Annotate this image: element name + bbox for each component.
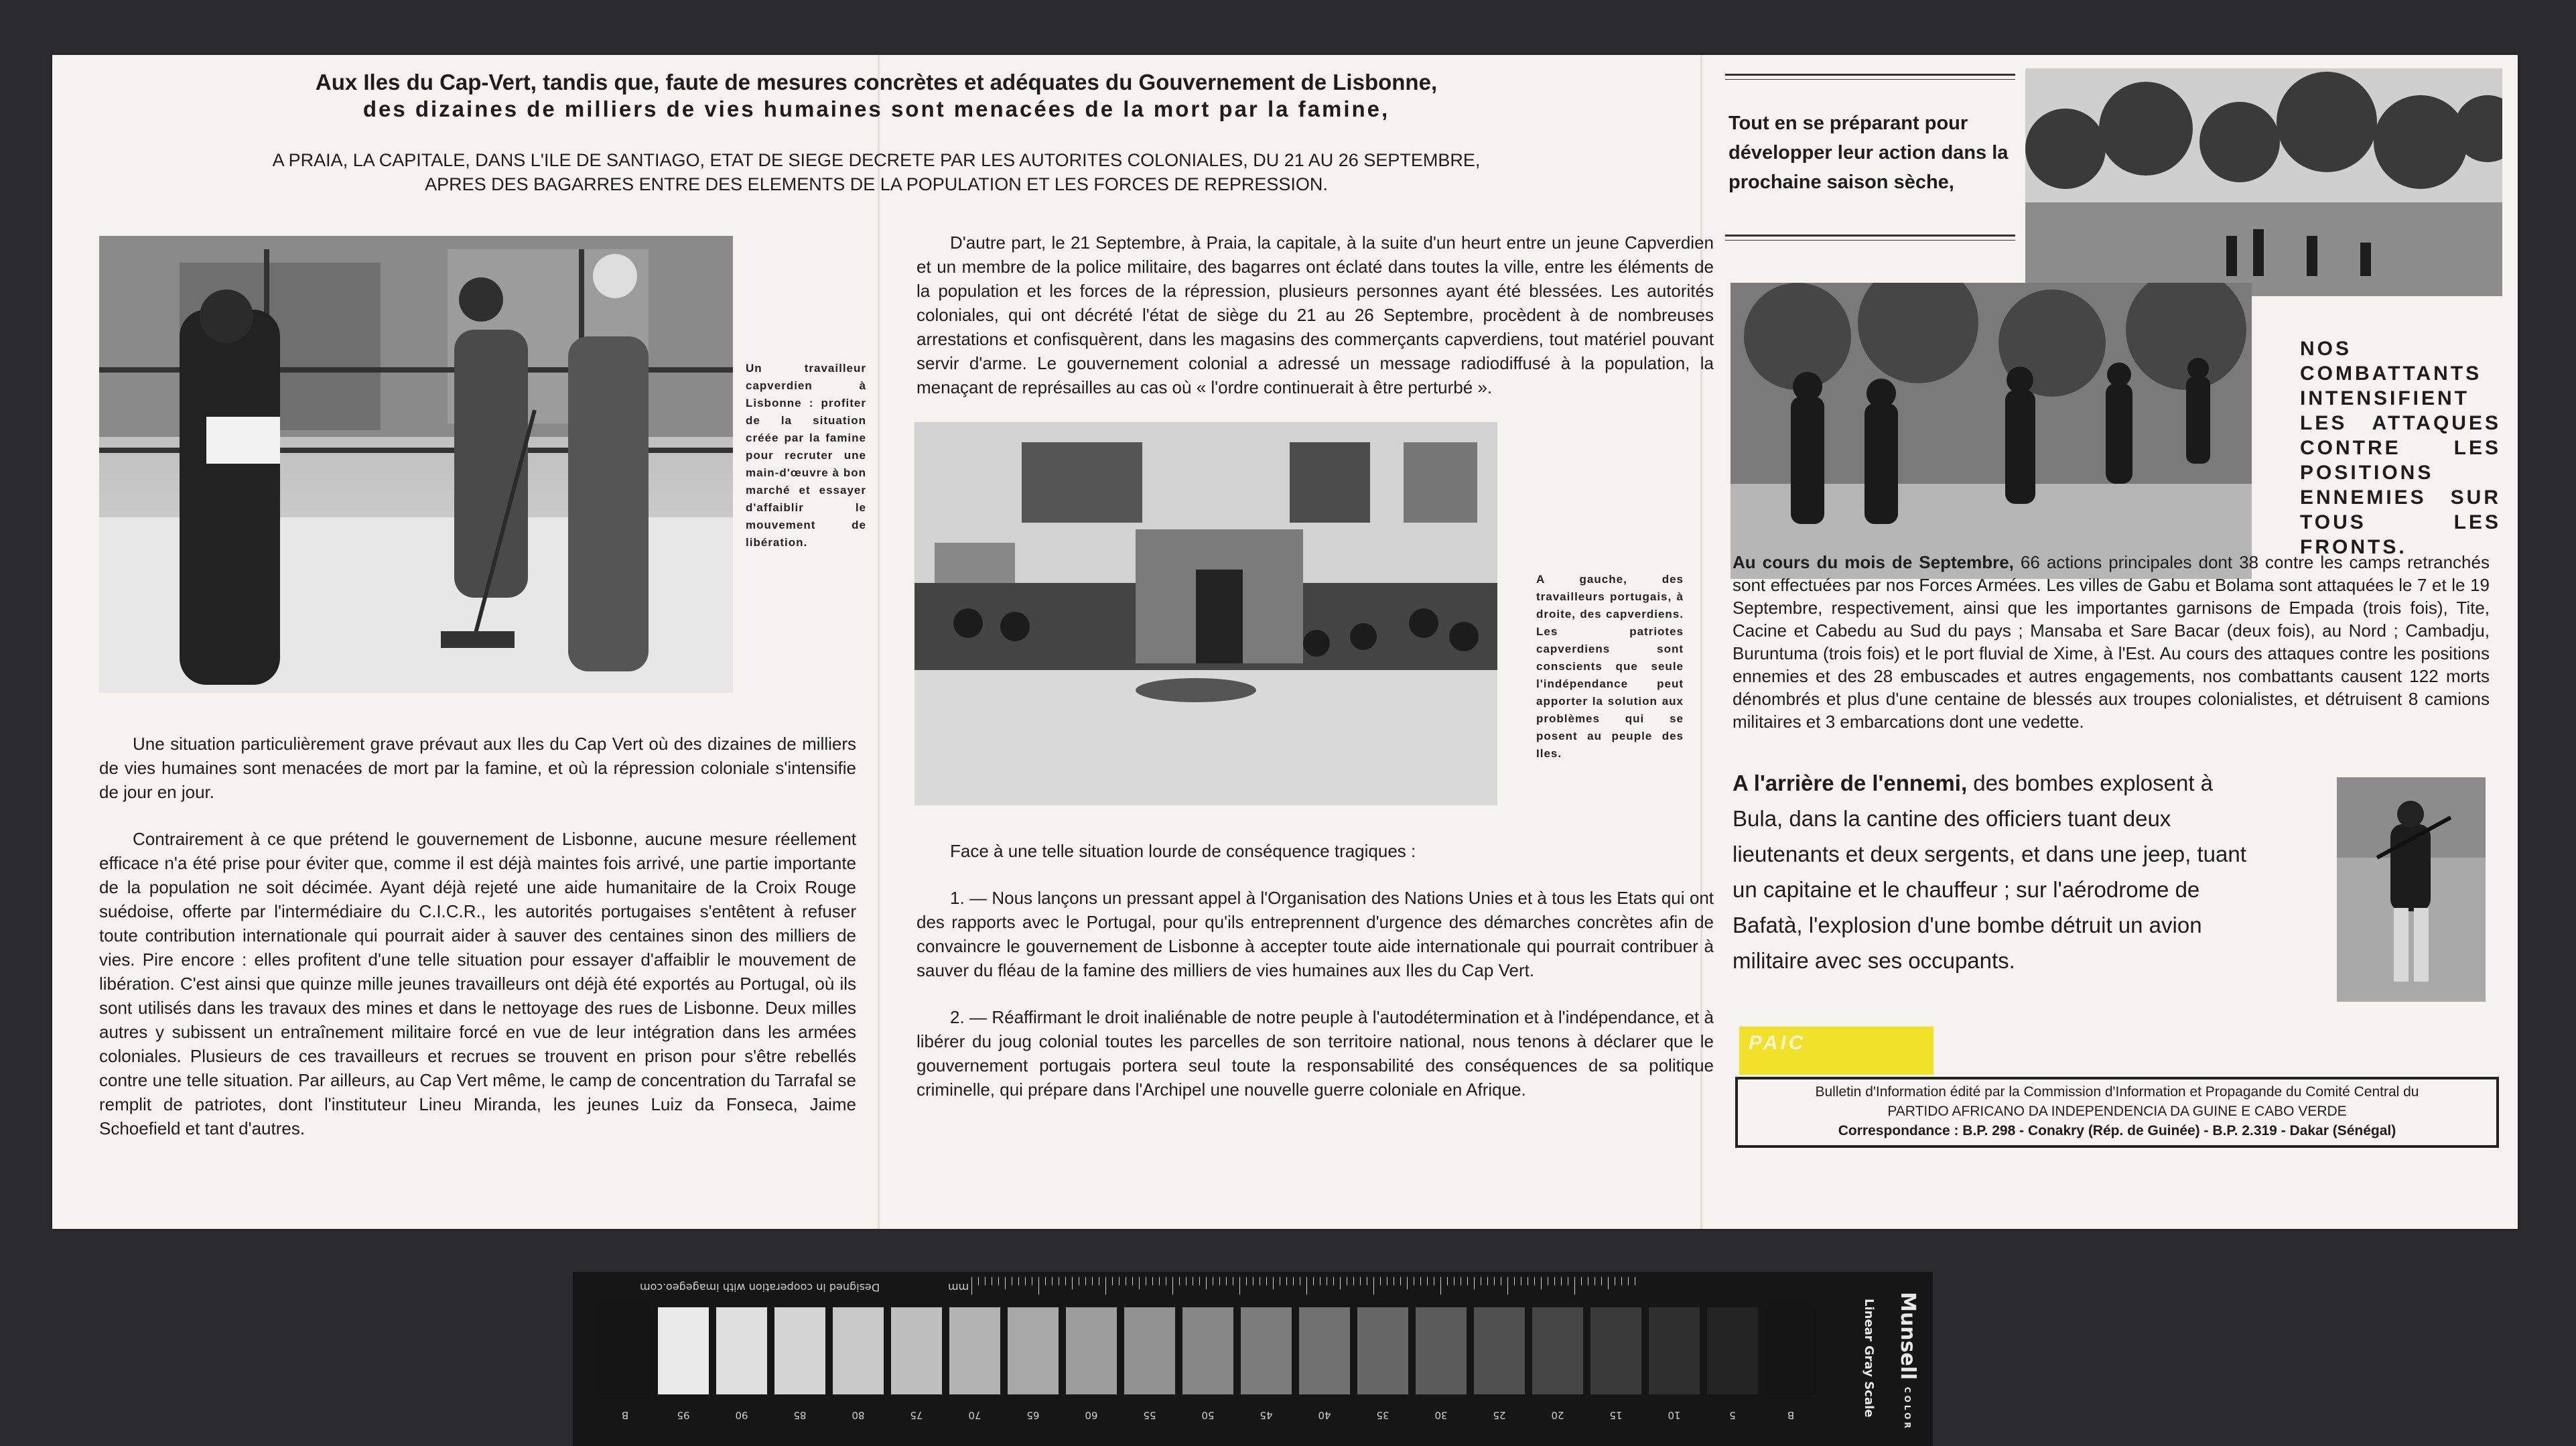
ruler-tick: [1293, 1277, 1294, 1285]
gray-patch: [1124, 1307, 1175, 1394]
ruler-tick: [978, 1277, 979, 1285]
headline-line-1: Aux Iles du Cap-Vert, tandis que, faute de mesures concrètes et adéquates du Gouvernement de Lisbonne,: [315, 70, 1438, 94]
gray-patch: [600, 1307, 651, 1394]
colophon-line-3: Correspondance : B.P. 298 - Conakry (Rép. de Guinée) - B.P. 2.319 - Dakar (Sénégal): [1838, 1123, 2396, 1138]
gray-patch: [658, 1307, 709, 1394]
ruler-tick: [1266, 1277, 1267, 1285]
ruler-tick: [1038, 1277, 1039, 1295]
rule-top-1: [1725, 74, 2015, 76]
ruler-tick: [1561, 1277, 1562, 1285]
ruler-tick: [1541, 1277, 1542, 1289]
ruler-tick: [1400, 1277, 1401, 1285]
right-headline: NOS COMBATTANTS INTENSIFIENT LES ATTAQUES CONTRE LES POSITIONS ENNEMIES SUR TOUS LES FRONTS.: [2300, 338, 2501, 558]
caption-lisbon-worker: Un travailleur capverdien à Lisbonne : profiter de la situation créée par la famine pour recruter une main-d'œuvre à bon marché et essayer d'affaiblir le mouvement de libération.: [746, 362, 866, 549]
subheadline-line-1: A PRAIA, LA CAPITALE, DANS L'ILE DE SANTIAGO, ETAT DE SIEGE DECRETE PAR LES AUTORITES COLONIALES, DU 21 AU 26 SEPTEMBRE,: [272, 150, 1481, 170]
gray-patch: [1008, 1307, 1059, 1394]
ruler-tick: [1601, 1277, 1602, 1285]
gray-patch-label: 75: [910, 1409, 923, 1421]
rule-mid-2: [1725, 240, 2015, 241]
photo-praia-workers: [914, 422, 1497, 805]
ruler-tick: [1474, 1277, 1475, 1289]
right-body-text: 66 actions principales dont 38 contre les camps retranchés sont effectuées par nos Forces Armées. Les villes de Gabu et Bolama sont attaquées le 7 et le 19 Septembre, respectivement, ainsi que les importantes garnisons de Empada (trois fois), Tite, Cacine et Cabedu au Sud du pays ; Mansaba et Sare Bacar (deux fois), au Nord ; Cambadju, Buruntuma (trois fois) et le port fluvial de Xime, à l'Est. Au cours des attaques contre les positions ennemies et des 28 embuscades et autres engagements, nos combattants causent 122 morts dénombrés et plus d'une centaine de blessés aux troupes colonialistes, et détruisent 8 camions militaires et 3 embarcations dont une vedette.: [1733, 552, 2490, 732]
gray-patch: [1707, 1307, 1758, 1394]
gray-patch: [949, 1307, 1000, 1394]
colophon-line-2: PARTIDO AFRICANO DA INDEPENDENCIA DA GUINE E CABO VERDE: [1887, 1104, 2347, 1119]
scale-name: Linear Gray Scale: [1862, 1299, 1876, 1418]
ruler-tick: [1494, 1277, 1495, 1285]
gray-patch: [716, 1307, 767, 1394]
ruler-tick: [1239, 1277, 1240, 1295]
ruler-tick: [1340, 1277, 1341, 1289]
ruler-tick: [1333, 1277, 1334, 1285]
scale-brand-sub: COLOR: [1903, 1386, 1912, 1431]
ruler-tick: [1273, 1277, 1274, 1289]
ruler-tick: [1440, 1277, 1441, 1295]
gray-scale-target: [573, 1272, 1933, 1446]
rear-paragraph: [1733, 765, 2268, 978]
ruler-tick: [1407, 1277, 1408, 1289]
document-sheet: [52, 55, 2518, 1229]
ruler-tick: [1373, 1277, 1374, 1295]
ruler-tick: [1152, 1277, 1153, 1285]
ruler-tick: [1045, 1277, 1046, 1285]
ruler-tick: [1608, 1277, 1609, 1289]
ruler-tick: [1085, 1277, 1086, 1285]
colophon-line-1: Bulletin d'Information édité par la Commission d'Information et Propagande du Comité Central du: [1815, 1084, 2419, 1100]
ruler-tick: [1105, 1277, 1106, 1295]
gray-patch: [1416, 1307, 1467, 1394]
ruler-tick: [1628, 1277, 1629, 1285]
gray-patch: [1590, 1307, 1641, 1394]
gray-patch-label: 30: [1434, 1409, 1448, 1421]
rule-mid-1: [1725, 235, 2015, 237]
middle-column-bottom: [917, 839, 1714, 1124]
middle-column-top: [917, 231, 1714, 422]
gray-patch-label: B: [1787, 1409, 1795, 1421]
gray-patch-label: B: [621, 1409, 629, 1421]
middle-paragraph-face: Face à une telle situation lourde de conséquence tragiques :: [950, 841, 1416, 861]
ruler-tick: [1159, 1277, 1160, 1285]
scale-mm-label: mm: [948, 1281, 969, 1294]
ruler-tick: [1065, 1277, 1066, 1285]
scale-brand-name: Munsell: [1896, 1292, 1919, 1380]
gray-patch-label: 90: [735, 1409, 748, 1421]
gray-patch-label: 20: [1551, 1409, 1564, 1421]
photo-soldier: [2337, 777, 2486, 1002]
ruler-tick: [1186, 1277, 1187, 1285]
ruler-tick: [1420, 1277, 1421, 1285]
subheadline-line-2: APRES DES BAGARRES ENTRE DES ELEMENTS DE LA POPULATION ET LES FORCES DE REPRESSION.: [425, 174, 1328, 194]
ruler-tick: [1360, 1277, 1361, 1285]
ruler-tick: [1447, 1277, 1448, 1285]
ruler-tick: [1119, 1277, 1120, 1285]
middle-paragraph-praia: D'autre part, le 21 Septembre, à Praia, la capitale, à la suite d'un heurt entre un jeune Capverdien et un membre de la police militaire, des bagarres ont éclaté dans toutes la ville, entre les éléments de la population et les forces de la répression, plusieurs personnes ayant été blessées. Les autorités coloniales, qui ont décrété l'état de siège du 21 au 26 Septembre, procèdent à de nombreuses arrestations et confisquèrent, dans les magasins des commerçants capverdiens, tout matériel pouvant servir d'arme. Le gouvernement colonial a adressé un message radiodiffusé à la population, la menaçant de représailles au cas où « l'ordre continuerait à être perturbé ».: [917, 233, 1714, 397]
ruler-tick: [1246, 1277, 1247, 1285]
headline-line-2: des dizaines de milliers de vies humaines sont menacées de la mort par la famine,: [362, 96, 1390, 121]
ruler-tick: [1353, 1277, 1354, 1285]
colophon-box: [1735, 1077, 2499, 1148]
rear-body: des bombes explosent à Bula, dans la cantine des officiers tuant deux lieutenants et deux sergents, et dans une jeep, tuant un capitaine et le chauffeur ; sur l'aérodrome de Bafatà, l'explosion d'une bombe détruit un avion militaire avec ses occupants.: [1733, 771, 2246, 973]
photo-lisbon-workers: [99, 236, 733, 693]
ruler-tick: [1179, 1277, 1180, 1285]
photo-combatants: [1731, 283, 2252, 579]
gray-patch-label: 45: [1260, 1409, 1273, 1421]
gray-patch: [1182, 1307, 1233, 1394]
gray-patch: [1357, 1307, 1408, 1394]
scale-ruler: [971, 1277, 1641, 1297]
gray-patch-label: 65: [1026, 1409, 1040, 1421]
ruler-tick: [1018, 1277, 1019, 1285]
ruler-tick: [1427, 1277, 1428, 1285]
ruler-tick: [1206, 1277, 1207, 1289]
ruler-tick: [1467, 1277, 1468, 1285]
gray-patch-label: 15: [1609, 1409, 1623, 1421]
ruler-tick: [1380, 1277, 1381, 1285]
ruler-tick: [998, 1277, 999, 1285]
ruler-tick: [1286, 1277, 1287, 1285]
gray-patch: [891, 1307, 942, 1394]
left-paragraph-1: Une situation particulièrement grave prévaut aux Iles du Cap Vert où des dizaines de milliers de vies humaines sont menacées de mort par la famine, et où la répression coloniale s'intensifie de jour en jour.: [99, 734, 856, 802]
gray-patch-label: 55: [1143, 1409, 1156, 1421]
ruler-tick: [1226, 1277, 1227, 1285]
gray-patch-label: 5: [1729, 1409, 1736, 1421]
ruler-tick: [1172, 1277, 1173, 1295]
ruler-tick: [1052, 1277, 1053, 1285]
gray-patch: [1474, 1307, 1525, 1394]
gray-patch-label: 40: [1318, 1409, 1331, 1421]
gray-patch: [774, 1307, 825, 1394]
left-paragraph-2: Contrairement à ce que prétend le gouvernement de Lisbonne, aucune mesure réellement efficace n'a été prise pour éviter que, comme il est déjà maintes fois arrivé, une partie importante de la population ne soit décimée. Ayant déjà rejeté une aide humanitaire de la Croix Rouge suédoise, offerte par l'intermédiaire du C.I.C.R., les autorités portugaises s'entêtent à refuser toute contribution internationale qui pourrait aider à sauver des centaines sinon des milliers de vies. Pire encore : elles profitent d'une telle situation pour essayer d'affaiblir le mouvement de libération. C'est ainsi que quinze mille jeunes travailleurs ont déjà été exportés au Portugal, où ils sont utilisés dans les travaux des mines et dans le nettoyage des rues de Lisbonne. Deux milles autres y subissent un entraînement militaire forcé en vue de leur intégration dans les armées coloniales. Plusieurs de ces travailleurs et recrues se trouvent en prison pour s'être rebellés contre une telle situation. Par ailleurs, au Cap Vert même, le camp de concentration du Tarrafal se remplit de patriotes, dont l'instituteur Lineu Miranda, les jeunes Luiz da Fonseca, Jaime Schoefield et tant d'autres.: [99, 829, 856, 1138]
ruler-tick: [1507, 1277, 1508, 1295]
right-body-lead: Au cours du mois de Septembre,: [1733, 552, 2014, 572]
gray-patch: [1299, 1307, 1350, 1394]
rear-lead: A l'arrière de l'ennemi,: [1733, 771, 1968, 795]
gray-patch: [1241, 1307, 1292, 1394]
gray-patch-label: 95: [677, 1409, 690, 1421]
gray-patch-label: 10: [1668, 1409, 1681, 1421]
ruler-tick: [1219, 1277, 1220, 1285]
right-intro: Tout en se préparant pour développer leur action dans la prochaine saison sèche,: [1728, 113, 2009, 193]
gray-patch-label: 50: [1201, 1409, 1215, 1421]
gray-patch-label: 25: [1493, 1409, 1506, 1421]
ruler-tick: [1621, 1277, 1622, 1285]
ruler-tick: [1005, 1277, 1006, 1289]
gray-patch: [1765, 1307, 1816, 1394]
right-column-body: [1733, 551, 2490, 733]
middle-paragraph-appeal: 1. — Nous lançons un pressant appel à l'Organisation des Nations Unies et à tous les Etats qui ont des rapports avec le Portugal, pour qu'ils entreprennent d'urgence des démarches concrètes afin de convaincre le gouvernement de Lisbonne à accepter toute aide internationale qui pourrait contribuer à sauver du fléau de la famine des milliers de vies humaines aux Iles du Cap Vert.: [917, 888, 1714, 980]
ruler-tick: [1025, 1277, 1026, 1285]
gray-patch: [1649, 1307, 1700, 1394]
gray-patch-label: 60: [1085, 1409, 1098, 1421]
ruler-tick: [1534, 1277, 1535, 1285]
left-column-body: [99, 732, 856, 1163]
gray-patch-label: 35: [1376, 1409, 1389, 1421]
ruler-tick: [1581, 1277, 1582, 1285]
ruler-tick: [1487, 1277, 1488, 1285]
fold-line-left: [878, 55, 880, 1229]
ruler-tick: [1092, 1277, 1093, 1285]
ruler-tick: [1554, 1277, 1555, 1285]
gray-patch: [1066, 1307, 1117, 1394]
ruler-tick: [1574, 1277, 1575, 1295]
ruler-tick: [1199, 1277, 1200, 1285]
gray-patch: [1532, 1307, 1583, 1394]
ruler-tick: [985, 1277, 986, 1285]
ruler-tick: [1313, 1277, 1314, 1285]
ruler-tick: [1139, 1277, 1140, 1289]
gray-patch-label: 80: [852, 1409, 865, 1421]
scale-credit: Designed in cooperation with imagegeo.com: [640, 1281, 880, 1294]
caption-praia-workers: A gauche, des travailleurs portugais, à droite, des capverdiens. Les patriotes capverdiens sont conscients que seule l'indépendance peut apporter la solution aux problèmes qui se posent au peuple des Iles.: [1536, 573, 1684, 760]
ruler-tick: [1306, 1277, 1307, 1295]
gray-patch-label: 85: [793, 1409, 807, 1421]
photo-forest-upper: [2025, 68, 2502, 296]
rule-top-2: [1725, 79, 2015, 80]
ruler-tick: [1514, 1277, 1515, 1285]
ruler-tick: [1072, 1277, 1073, 1289]
paic-label: PAIC: [1739, 1027, 1934, 1075]
gray-patch-label: 70: [968, 1409, 981, 1421]
gray-patch: [833, 1307, 884, 1394]
ruler-tick: [1112, 1277, 1113, 1285]
middle-paragraph-reaffirm: 2. — Réaffirmant le droit inaliénable de notre peuple à l'autodétermination et à l'indépendance, et à libérer du joug colonial toutes les parcelles de son territoire national, nous tenons à déclarer que le gouvernement portugais portera seul toute la responsabilité des conséquences de sa politique criminelle, qui prépare dans l'Archipel une nouvelle guerre coloniale en Afrique.: [917, 1007, 1714, 1100]
ruler-tick: [971, 1277, 972, 1295]
scale-brand: [1879, 1292, 1919, 1433]
ruler-tick: [1132, 1277, 1133, 1285]
